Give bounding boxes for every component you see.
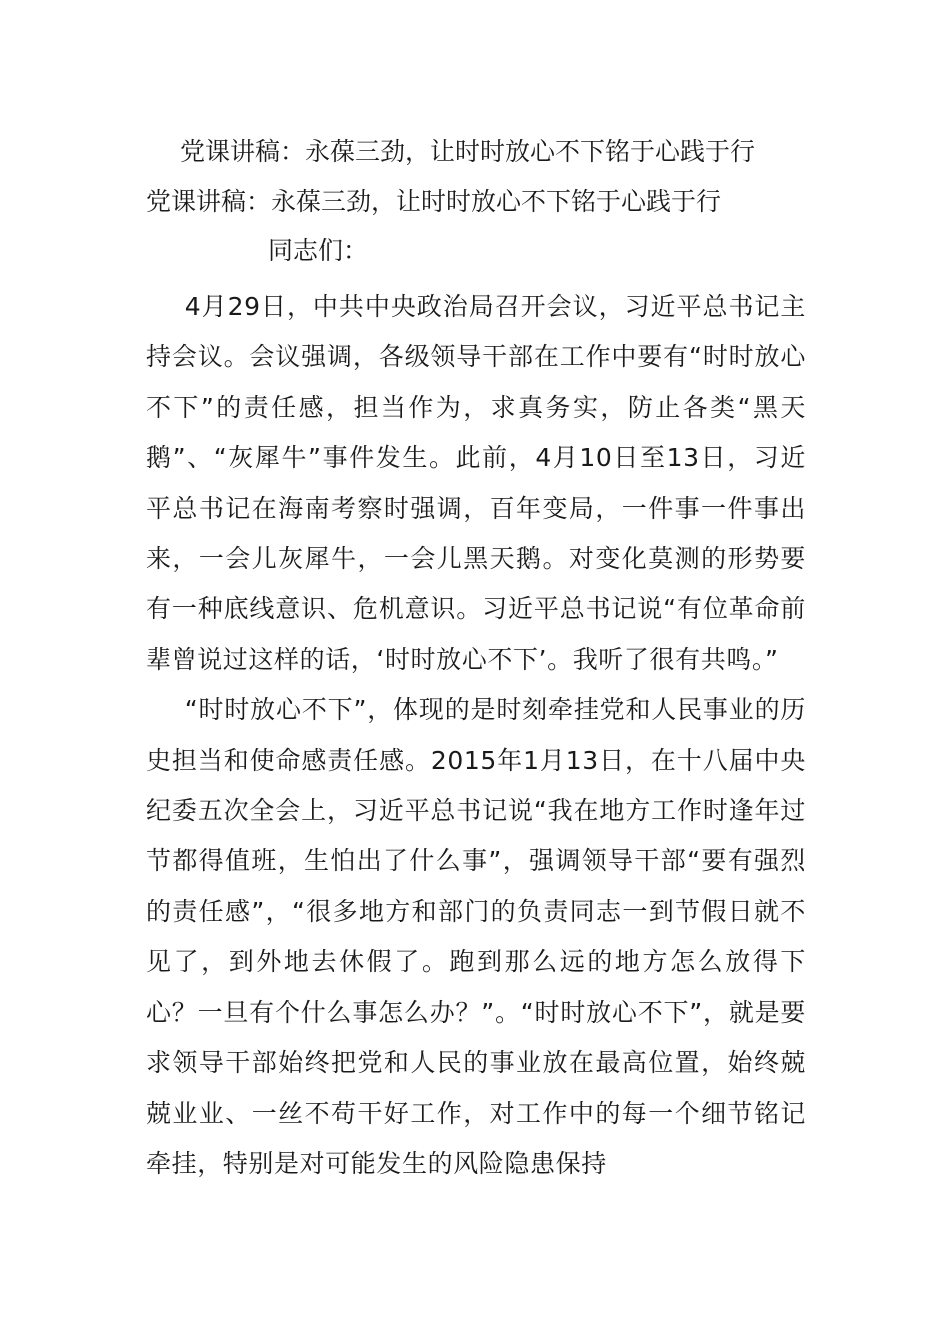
document-title: 党课讲稿：永葆三劲，让时时放心不下铭于心践于行 (180, 137, 756, 166)
paragraph-2: “时时放心不下”，体现的是时刻牵挂党和人民事业的历史担当和使命感责任感。2015年1月13日，在十八届中央纪委五次全会上，习近平总书记说“我在地方工作时逢年过节都得值班，生怕出了什么事”，强调领导干部“要有强烈的责任感”，“很多地方和部门的负责同志一到节假日就不见了，到外地去休假了。跑到那么远的地方怎么放得下心？一旦有个什么事怎么办？”。“时时放心不下”，就是要求领导干部始终把党和人民的事业放在最高位置，始终兢兢业业、一丝不苟干好工作，对工作中的每一个细节铭记牵挂，特别是对可能发生的风险隐患保持 (146, 695, 806, 1178)
body-text (146, 282, 806, 1189)
document-subtitle: 党课讲稿：永葆三劲，让时时放心不下铭于心践于行 (146, 187, 722, 216)
salutation: 同志们： (268, 236, 369, 265)
paragraph-1: 4月29日，中共中央政治局召开会议，习近平总书记主持会议。会议强调，各级领导干部在工作中要有“时时放心不下”的责任感，担当作为，求真务实，防止各类“黑天鹅”、“灰犀牛”事件发生。此前，4月10日至13日，习近平总书记在海南考察时强调，百年变局，一件事一件事出来，一会儿灰犀牛，一会儿黑天鹅。对变化莫测的形势要有一种底线意识、危机意识。习近平总书记说“有位革命前辈曾说过这样的话，‘时时放心不下’。我听了很有共鸣。” (146, 292, 806, 674)
